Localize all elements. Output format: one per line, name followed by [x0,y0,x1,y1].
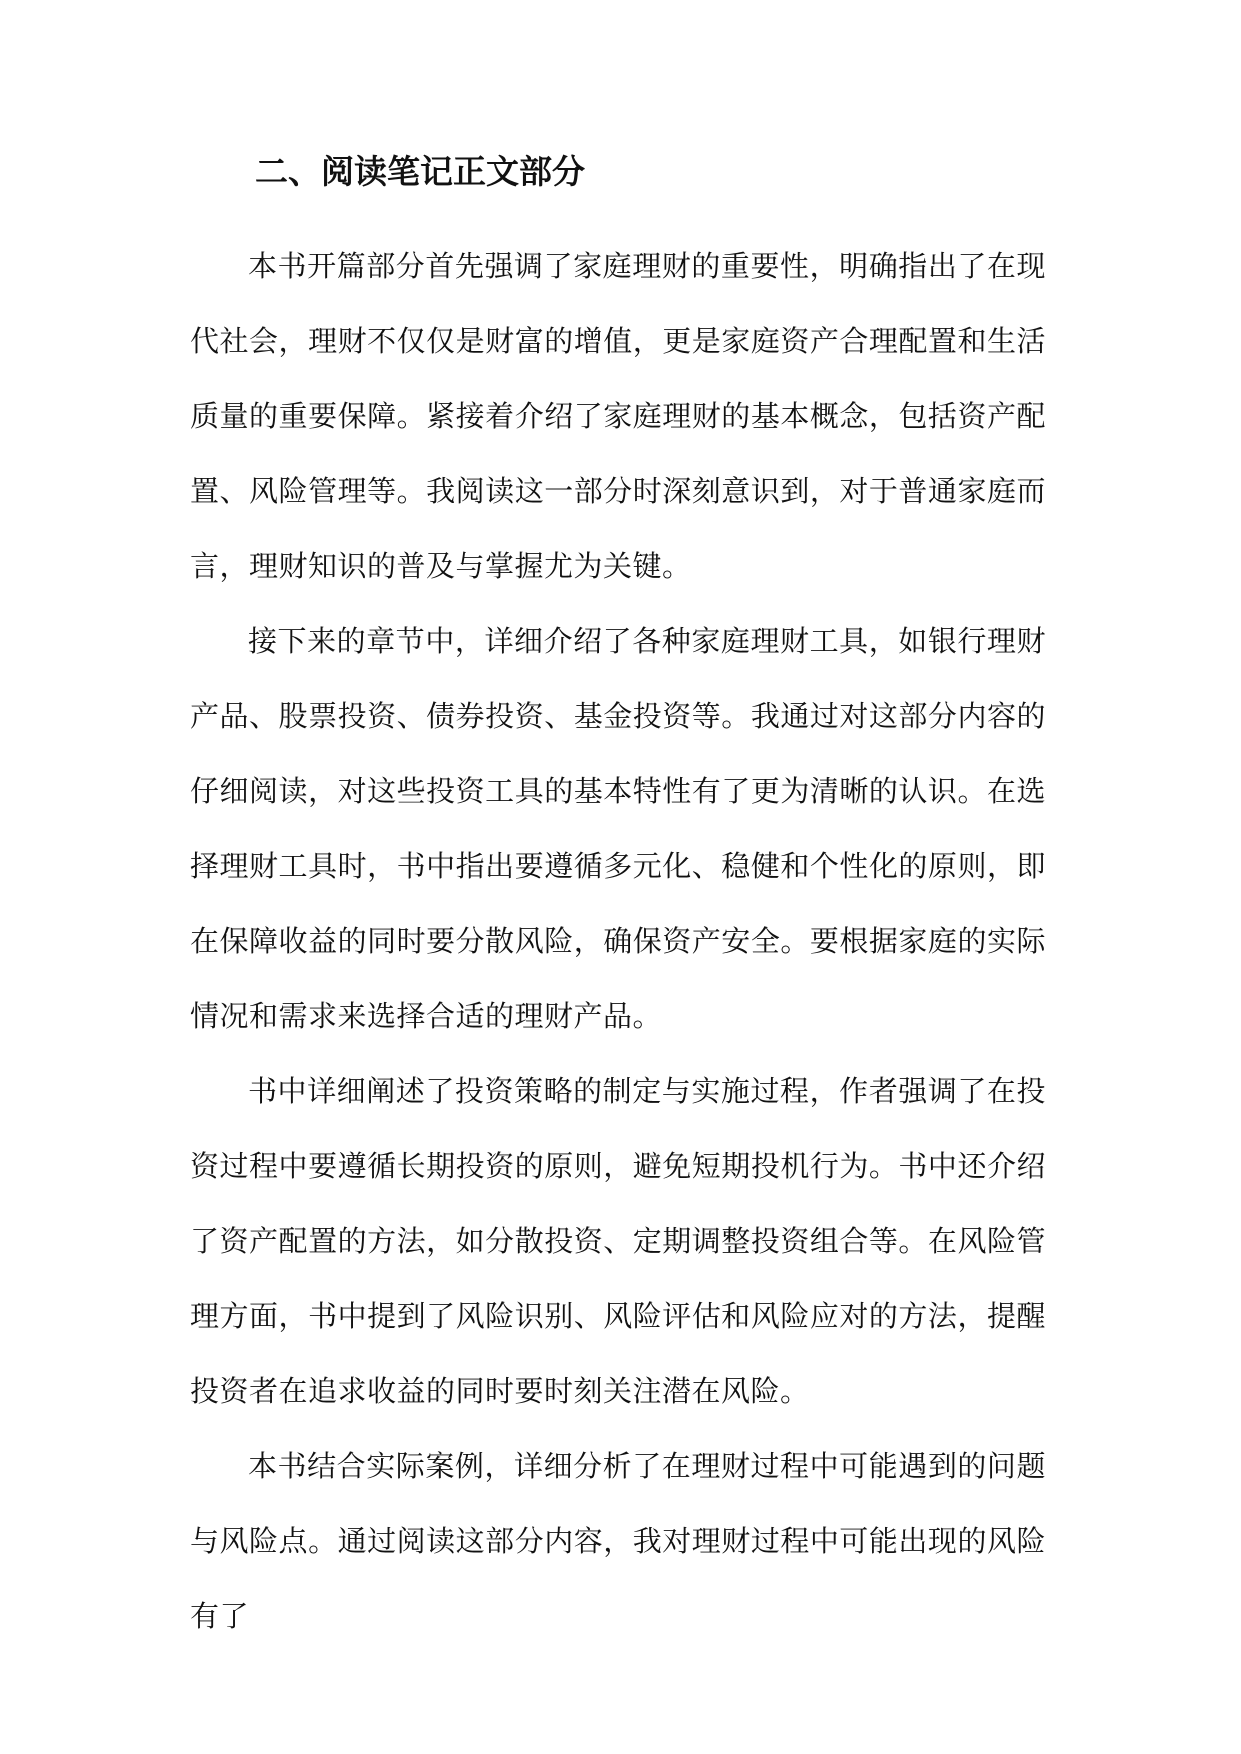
section-heading: 二、阅读笔记正文部分 [255,152,585,191]
body-text [190,229,1046,1654]
paragraph-tools: 接下来的章节中，详细介绍了各种家庭理财工具，如银行理财产品、股票投资、债券投资、基金投资等。我通过对这部分内容的仔细阅读，对这些投资工具的基本特性有了更为清晰的认识。在选择理财工具时，书中指出要遵循多元化、稳健和个性化的原则，即在保障收益的同时要分散风险，确保资产安全。要根据家庭的实际情况和需求来选择合适的理财产品。 [190,624,1046,1033]
paragraph-cases: 本书结合实际案例，详细分析了在理财过程中可能遇到的问题与风险点。通过阅读这部分内容，我对理财过程中可能出现的风险有了 [190,1449,1046,1633]
paragraph-intro: 本书开篇部分首先强调了家庭理财的重要性，明确指出了在现代社会，理财不仅仅是财富的增值，更是家庭资产合理配置和生活质量的重要保障。紧接着介绍了家庭理财的基本概念，包括资产配置、风险管理等。我阅读这一部分时深刻意识到，对于普通家庭而言，理财知识的普及与掌握尤为关键。 [190,249,1046,583]
paragraph-strategy: 书中详细阐述了投资策略的制定与实施过程，作者强调了在投资过程中要遵循长期投资的原则，避免短期投机行为。书中还介绍了资产配置的方法，如分散投资、定期调整投资组合等。在风险管理方面，书中提到了风险识别、风险评估和风险应对的方法，提醒投资者在追求收益的同时要时刻关注潜在风险。 [190,1074,1046,1408]
